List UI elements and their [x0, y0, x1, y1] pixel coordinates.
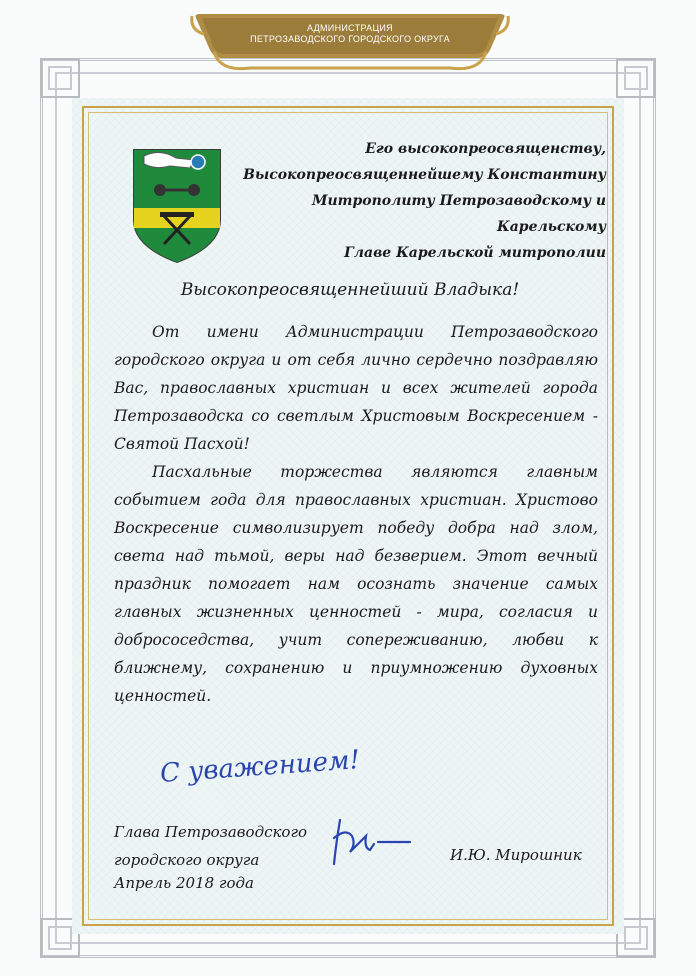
- letter-body: [114, 318, 598, 710]
- position-line: Глава Петрозаводского: [114, 823, 308, 841]
- signatory-name: И.Ю. Мирошник: [450, 846, 582, 864]
- addressee-block: [240, 136, 606, 266]
- position-line: городского округа: [114, 851, 260, 869]
- body-paragraph: От имени Администрации Петрозаводского городского округа и от себя лично сердечно поздравляю Вас, православных христиан и всех жителей города Петрозаводска со светлым Христовым Воскресением - Святой Пасхой!: [114, 323, 598, 453]
- corner-ornament: [610, 52, 662, 104]
- corner-ornament: [34, 52, 86, 104]
- body-paragraph: Пасхальные торжества являются главным событием года для православных христиан. Христово Воскресение символизирует победу добра над злом, света над тьмой, веры над безверием. Этот вечный праздник помогает нам осознать значение самых главных жизненных ценностей - мира, согласия и добрососедства, учит сопереживанию, любви к ближнему, сохранению и приумножению духовных ценностей.: [114, 463, 598, 705]
- closing-handwritten: С уважением!: [159, 745, 361, 789]
- addressee-line: Митрополиту Петрозаводскому и Карельскому: [311, 193, 606, 235]
- letter-date: Апрель 2018 года: [114, 874, 254, 892]
- organisation-name: [190, 23, 510, 45]
- salutation: Высокопреосвященнейший Владыка!: [180, 280, 520, 300]
- addressee-line: Главе Карельской митрополии: [344, 245, 606, 261]
- addressee-line: Его высокопреосвященству,: [365, 141, 606, 157]
- signatory-position: [114, 818, 307, 874]
- org-line1: АДМИНИСТРАЦИЯ: [307, 23, 393, 33]
- addressee-line: Высокопреосвященнейшему Константину: [243, 167, 606, 183]
- petrozavodsk-coat-of-arms-icon: [130, 146, 224, 266]
- org-line2: ПЕТРОЗАВОДСКОГО ГОРОДСКОГО ОКРУГА: [250, 34, 450, 44]
- header-ribbon: [190, 10, 510, 76]
- handwritten-signature-icon: [326, 814, 416, 874]
